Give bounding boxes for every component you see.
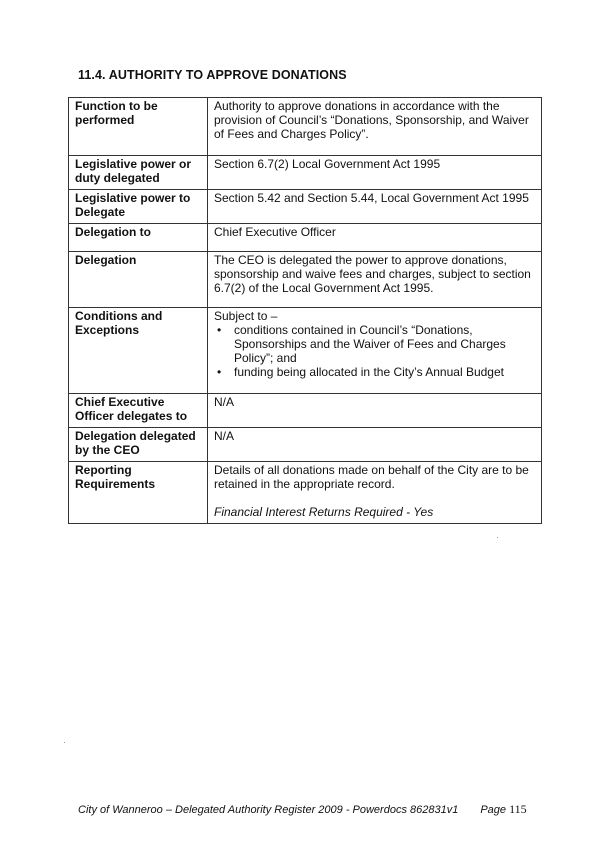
table-row — [69, 224, 542, 252]
section-title: 11.4. AUTHORITY TO APPROVE DONATIONS — [78, 68, 347, 82]
delegation-table — [68, 97, 542, 524]
row-label-legislative-power: Legislative power or duty delegated — [69, 156, 208, 190]
table-row — [69, 462, 542, 524]
row-label-ceo-delegates: Chief Executive Officer delegates to — [69, 394, 208, 428]
row-label-function: Function to be performed — [69, 98, 208, 156]
row-label-legislative-delegate: Legislative power to Delegate — [69, 190, 208, 224]
footer-text: City of Wanneroo – Delegated Authority Register 2009 - Powerdocs 862831v1 — [78, 804, 459, 816]
row-value-legislative-delegate: Section 5.42 and Section 5.44, Local Government Act 1995 — [208, 190, 542, 224]
table-row — [69, 394, 542, 428]
table-row — [69, 308, 542, 394]
page-label: Page — [480, 804, 507, 816]
bullet-icon: • — [217, 323, 222, 337]
row-value-legislative-power: Section 6.7(2) Local Government Act 1995 — [208, 156, 542, 190]
page-number: 115 — [509, 802, 527, 816]
conditions-intro: Subject to – — [214, 309, 278, 323]
table-row — [69, 98, 542, 156]
row-value-conditions — [208, 308, 542, 394]
page-footer — [78, 802, 527, 817]
conditions-list — [214, 323, 535, 379]
row-value-ceo-delegates: N/A — [208, 394, 542, 428]
scan-speck — [497, 537, 498, 538]
row-value-delegation-by-ceo: N/A — [208, 428, 542, 462]
row-value-delegation: The CEO is delegated the power to approve donations, sponsorship and waive fees and charges, subject to section 6.7(2) of the Local Government Act 1995. — [208, 252, 542, 308]
row-value-reporting — [208, 462, 542, 524]
table-row — [69, 190, 542, 224]
condition-text: funding being allocated in the City’s Annual Budget — [234, 365, 504, 379]
list-item — [214, 323, 535, 365]
row-value-delegation-to: Chief Executive Officer — [208, 224, 542, 252]
table-row — [69, 156, 542, 190]
row-label-delegation-by-ceo: Delegation delegated by the CEO — [69, 428, 208, 462]
row-label-delegation: Delegation — [69, 252, 208, 308]
condition-text: conditions contained in Council’s “Donations, Sponsorships and the Waiver of Fees and Charges Policy”; and — [234, 323, 506, 365]
reporting-text: Details of all donations made on behalf of the City are to be retained in the appropriate record. — [214, 463, 529, 491]
scan-speck — [64, 742, 65, 743]
spacer — [214, 491, 535, 505]
reporting-note: Financial Interest Returns Required - Yes — [214, 505, 434, 519]
table-row — [69, 252, 542, 308]
bullet-icon: • — [217, 365, 222, 379]
row-label-reporting: Reporting Requirements — [69, 462, 208, 524]
table-row — [69, 428, 542, 462]
row-label-delegation-to: Delegation to — [69, 224, 208, 252]
list-item — [214, 365, 535, 379]
row-label-conditions: Conditions and Exceptions — [69, 308, 208, 394]
row-value-function: Authority to approve donations in accordance with the provision of Council’s “Donations, Sponsorship, and Waiver of Fees and Charges Policy”. — [208, 98, 542, 156]
